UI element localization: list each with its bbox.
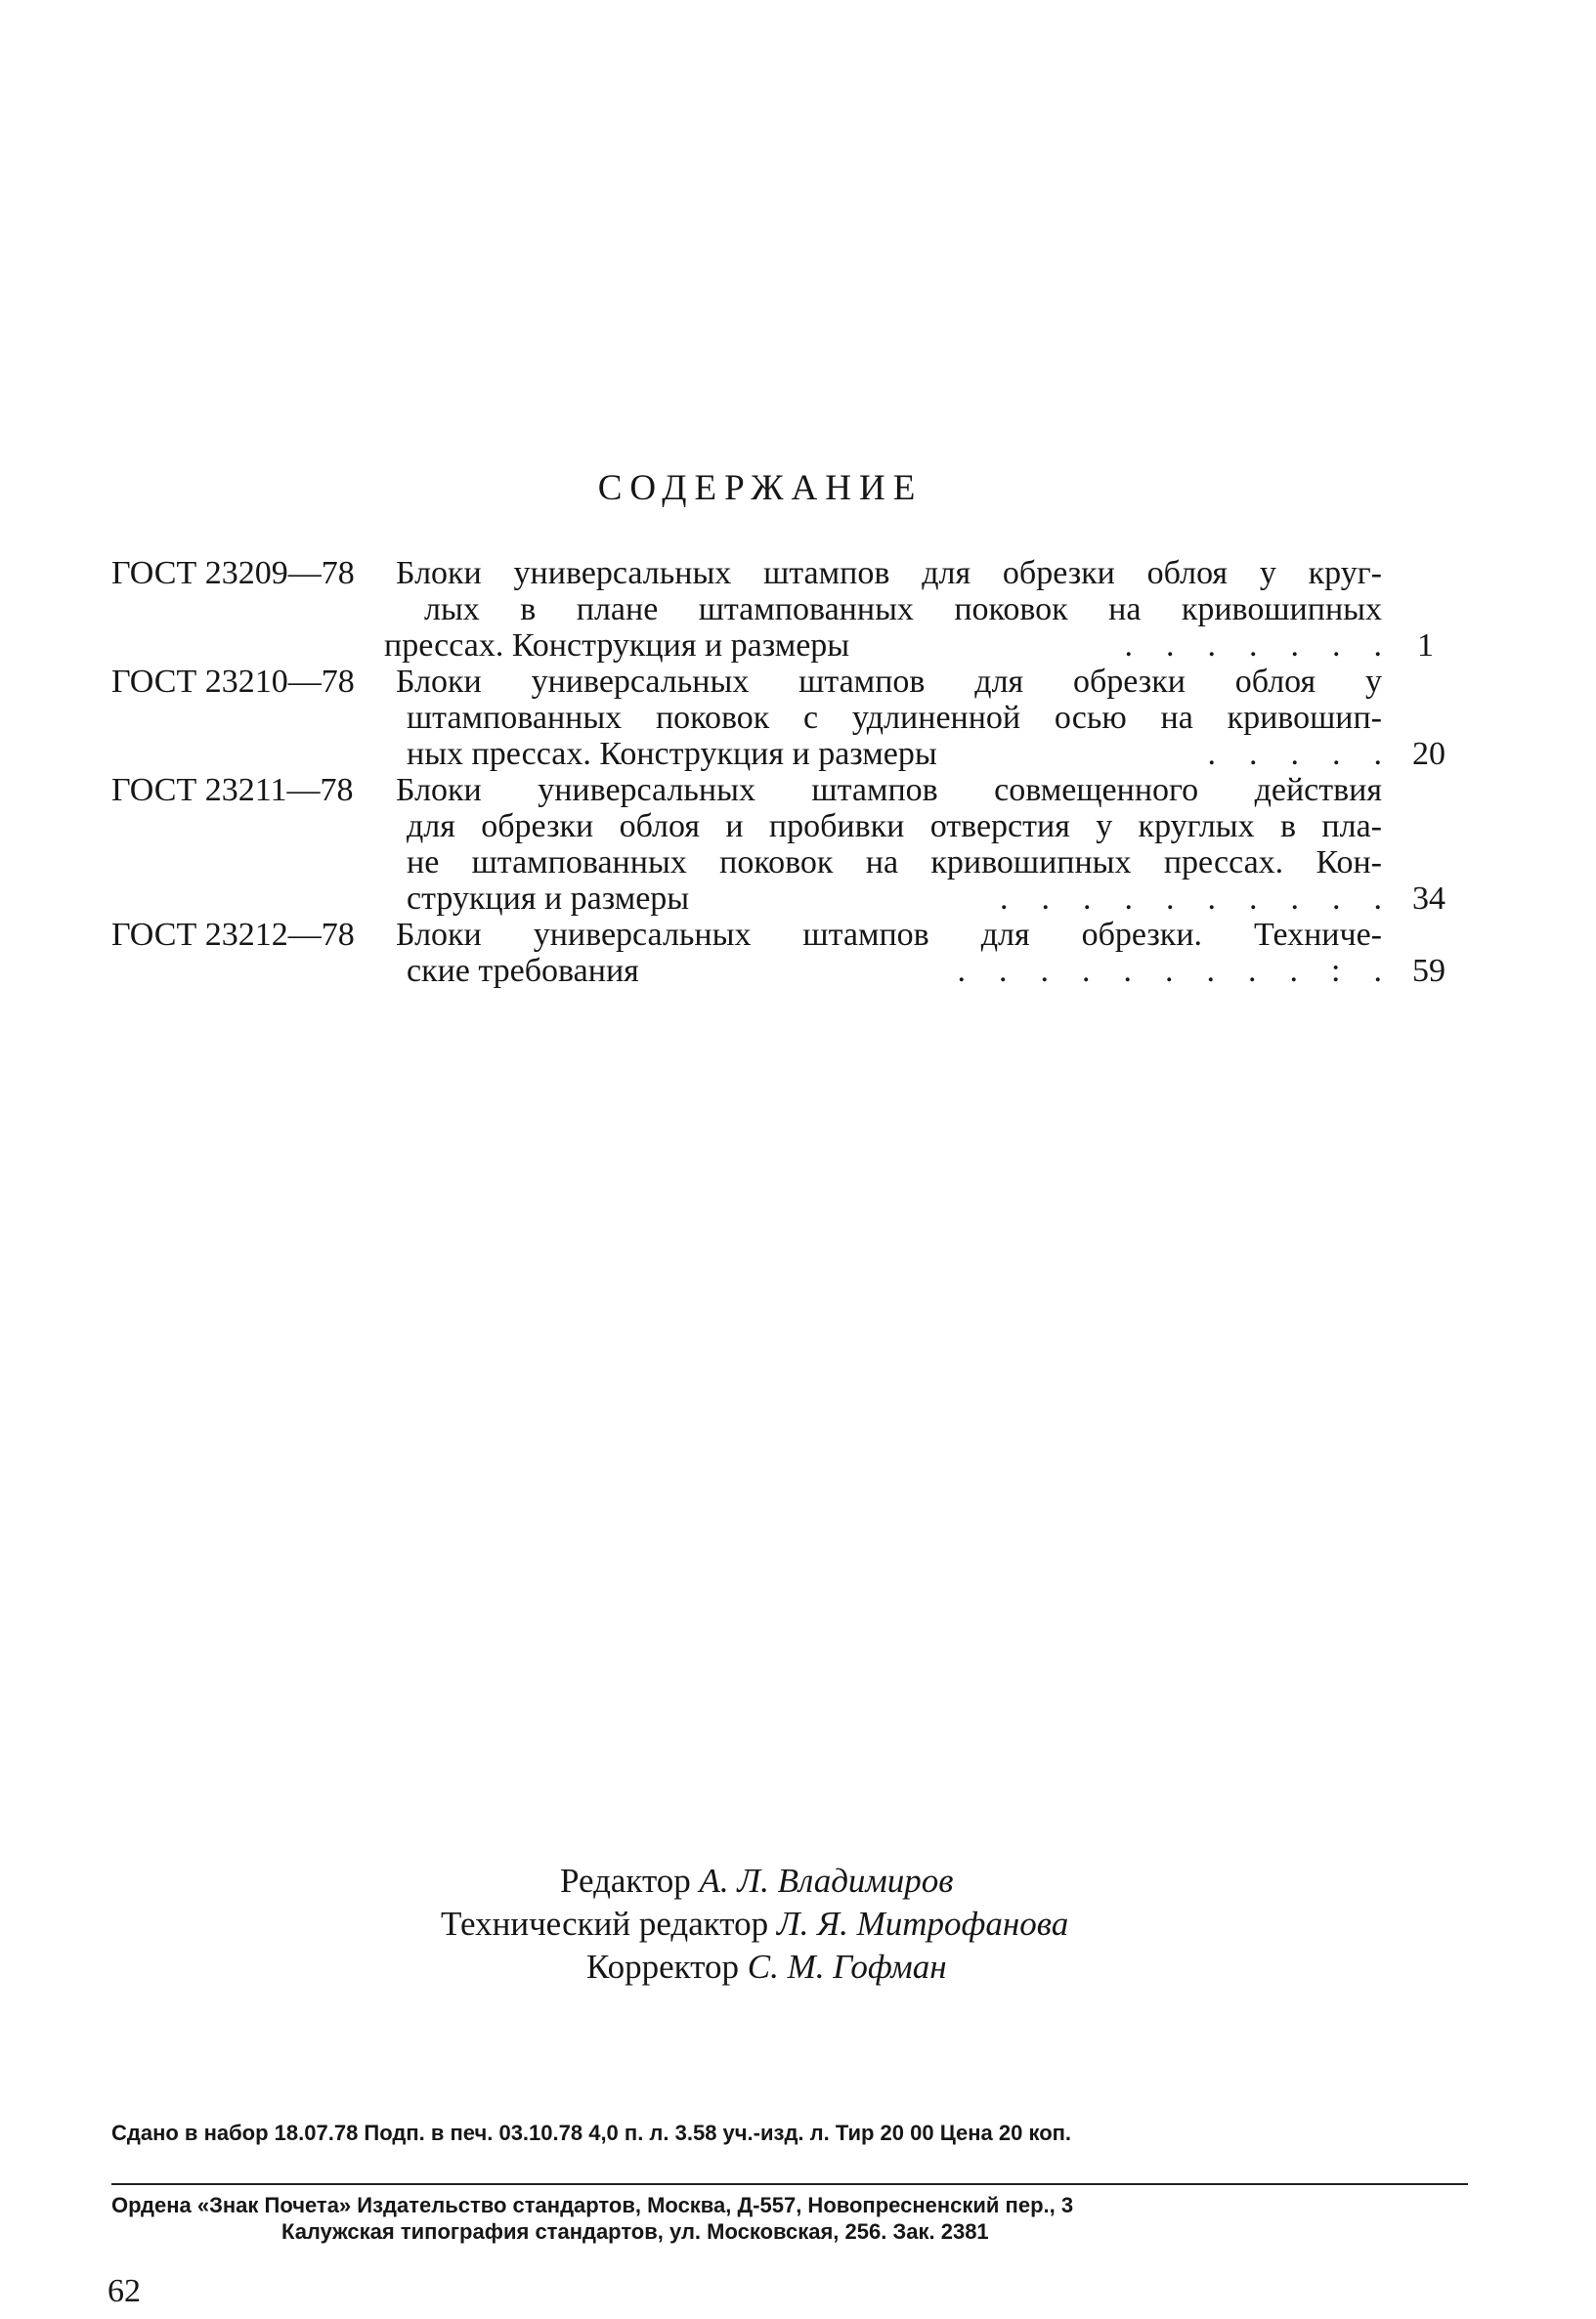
toc-entry-code: ГОСТ 23209—78	[111, 555, 355, 591]
toc-entry	[111, 555, 1445, 664]
toc-entry-page: 1	[1417, 627, 1434, 664]
toc-entry-page: 34	[1412, 880, 1445, 917]
toc-entry-line	[111, 736, 1445, 772]
page-title: СОДЕРЖАНИЕ	[597, 468, 924, 508]
toc-entry-page: 59	[1412, 953, 1445, 989]
table-of-contents	[111, 555, 1445, 989]
credit-tech-editor	[441, 1905, 1068, 1944]
toc-entry-line	[111, 844, 1445, 880]
toc-entry-line	[111, 808, 1445, 844]
toc-entry-text: струкция и размеры	[407, 880, 690, 917]
toc-entry-text: штампованных поковок с удлиненной осью на кривошип-	[407, 700, 1382, 736]
toc-entry-text: для обрезки облоя и пробивки отверстия у круглых в пла-	[407, 808, 1382, 844]
credit-name: С. М. Гофман	[747, 1948, 947, 1986]
toc-entry-text: Блоки универсальных штампов для обрезки облоя у круг-	[396, 555, 1382, 591]
toc-entry-line	[111, 917, 1445, 953]
credit-proofreader	[586, 1948, 947, 1987]
toc-entry-text: Блоки универсальных штампов совмещенного действия	[396, 772, 1382, 808]
toc-entry-line	[111, 591, 1445, 627]
toc-entry	[111, 772, 1445, 917]
credit-role: Корректор	[586, 1948, 740, 1986]
publisher-line: Ордена «Знак Почета» Издательство стандартов, Москва, Д-557, Новопресненский пер., 3	[111, 2193, 1074, 2217]
toc-entry-text: Блоки универсальных штампов для обрезки. Техниче-	[396, 917, 1382, 953]
toc-leader-dots: . . . . . . . . . .	[1000, 880, 1382, 917]
toc-entry	[111, 917, 1445, 989]
divider	[111, 2183, 1468, 2185]
credit-name: А. Л. Владимиров	[699, 1862, 954, 1900]
toc-entry-line	[111, 880, 1445, 917]
toc-leader-dots: . . . . . . . . . : .	[957, 953, 1382, 989]
toc-entry-text: ские требования	[407, 953, 639, 989]
toc-entry-line	[111, 555, 1445, 591]
toc-entry-page: 20	[1412, 736, 1445, 772]
print-details: Сдано в набор 18.07.78 Подп. в печ. 03.10.78 4,0 п. л. 3.58 уч.-изд. л. Тир 20 00 Цена 20 коп.	[111, 2121, 1072, 2145]
toc-entry-code: ГОСТ 23210—78	[111, 664, 355, 700]
toc-entry-line	[111, 664, 1445, 700]
toc-leader-dots: . . . . .	[1207, 736, 1382, 772]
toc-entry-code: ГОСТ 23212—78	[111, 917, 355, 953]
credit-role: Редактор	[560, 1862, 691, 1900]
printer-line: Калужская типография стандартов, ул. Московская, 256. Зак. 2381	[281, 2219, 989, 2244]
toc-entry-text: Блоки универсальных штампов для обрезки облоя у	[396, 664, 1382, 700]
credit-role: Технический редактор	[441, 1905, 769, 1943]
page-number: 62	[108, 2273, 141, 2309]
toc-entry-text: не штампованных поковок на кривошипных прессах. Кон-	[407, 844, 1382, 880]
toc-entry-line	[111, 953, 1445, 989]
toc-entry-text: лых в плане штампованных поковок на кривошипных	[424, 591, 1382, 627]
toc-entry-text: ных прессах. Конструкция и размеры	[407, 736, 937, 772]
toc-entry-line	[111, 772, 1445, 808]
credit-editor	[560, 1862, 953, 1901]
toc-entry	[111, 664, 1445, 772]
toc-entry-line	[111, 700, 1445, 736]
toc-entry-text: прессах. Конструкция и размеры	[384, 627, 850, 664]
credit-name: Л. Я. Митрофанова	[776, 1905, 1069, 1943]
toc-entry-code: ГОСТ 23211—78	[111, 772, 354, 808]
toc-entry-line	[111, 627, 1445, 664]
toc-leader-dots: . . . . . . .	[1124, 627, 1382, 664]
